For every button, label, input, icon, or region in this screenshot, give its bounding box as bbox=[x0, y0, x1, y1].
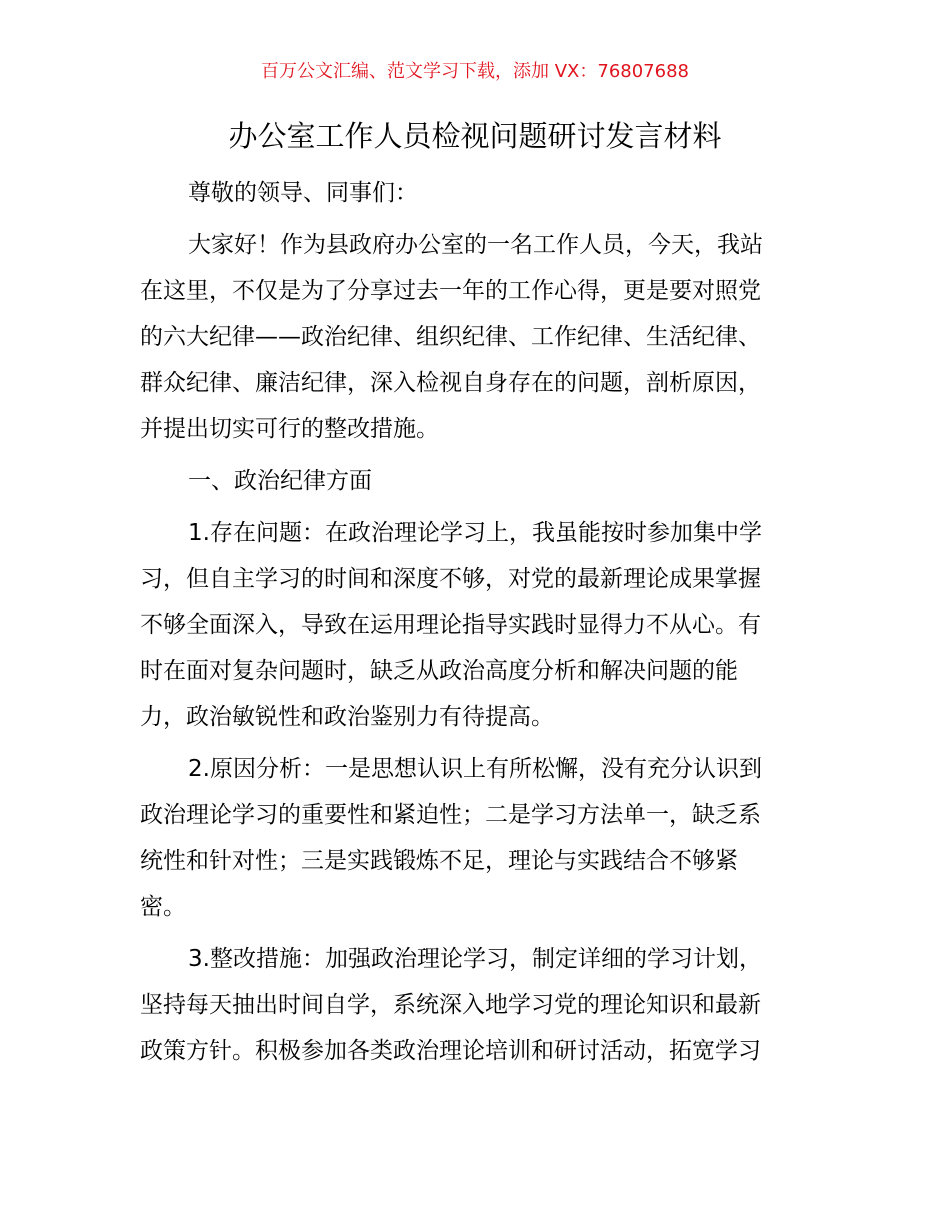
paragraph bbox=[140, 746, 820, 930]
paragraph bbox=[140, 170, 820, 216]
paragraph-line: 一、政治纪律方面 bbox=[188, 468, 372, 494]
paragraph bbox=[140, 458, 820, 504]
document-body bbox=[140, 170, 820, 1080]
paragraph-line: 时在面对复杂问题时，缺乏从政治高度分析和解决问题的能 bbox=[140, 658, 738, 684]
paragraph-line: 并提出切实可行的整改措施。 bbox=[140, 416, 439, 442]
document-title: 办公室工作人员检视问题研讨发言材料 bbox=[228, 119, 722, 153]
paragraph-line: 的六大纪律——政治纪律、组织纪律、工作纪律、生活纪律、 bbox=[140, 324, 761, 350]
paragraph-line: 坚持每天抽出时间自学，系统深入地学习党的理论知识和最新 bbox=[140, 992, 761, 1018]
paragraph bbox=[140, 222, 820, 452]
paragraph-line: 习，但自主学习的时间和深度不够，对党的最新理论成果掌握 bbox=[140, 566, 761, 592]
paragraph-line: 政治理论学习的重要性和紧迫性；二是学习方法单一，缺乏系 bbox=[140, 802, 761, 828]
paragraph-line: 2.原因分析：一是思想认识上有所松懈，没有充分认识到 bbox=[188, 756, 762, 782]
paragraph bbox=[140, 510, 820, 740]
paragraph-line: 不够全面深入，导致在运用理论指导实践时显得力不从心。有 bbox=[140, 612, 761, 638]
watermark-header: 百万公文汇编、范文学习下载，添加 VX：76807688 bbox=[261, 61, 689, 82]
paragraph-line: 1.存在问题：在政治理论学习上，我虽能按时参加集中学 bbox=[188, 520, 762, 546]
paragraph-line: 大家好！作为县政府办公室的一名工作人员，今天，我站 bbox=[188, 232, 763, 258]
paragraph-line: 力，政治敏锐性和政治鉴别力有待提高。 bbox=[140, 704, 554, 730]
paragraph-line: 尊敬的领导、同事们： bbox=[188, 180, 418, 206]
paragraph bbox=[140, 936, 820, 1074]
paragraph-line: 政策方针。积极参加各类政治理论培训和研讨活动，拓宽学习 bbox=[140, 1038, 761, 1064]
paragraph-line: 3.整改措施：加强政治理论学习，制定详细的学习计划， bbox=[188, 946, 762, 972]
paragraph-line: 群众纪律、廉洁纪律，深入检视自身存在的问题，剖析原因， bbox=[140, 370, 761, 396]
paragraph-line: 统性和针对性；三是实践锻炼不足，理论与实践结合不够紧 bbox=[140, 848, 738, 874]
paragraph-line: 在这里，不仅是为了分享过去一年的工作心得，更是要对照党 bbox=[140, 278, 761, 304]
paragraph-line: 密。 bbox=[140, 894, 186, 920]
